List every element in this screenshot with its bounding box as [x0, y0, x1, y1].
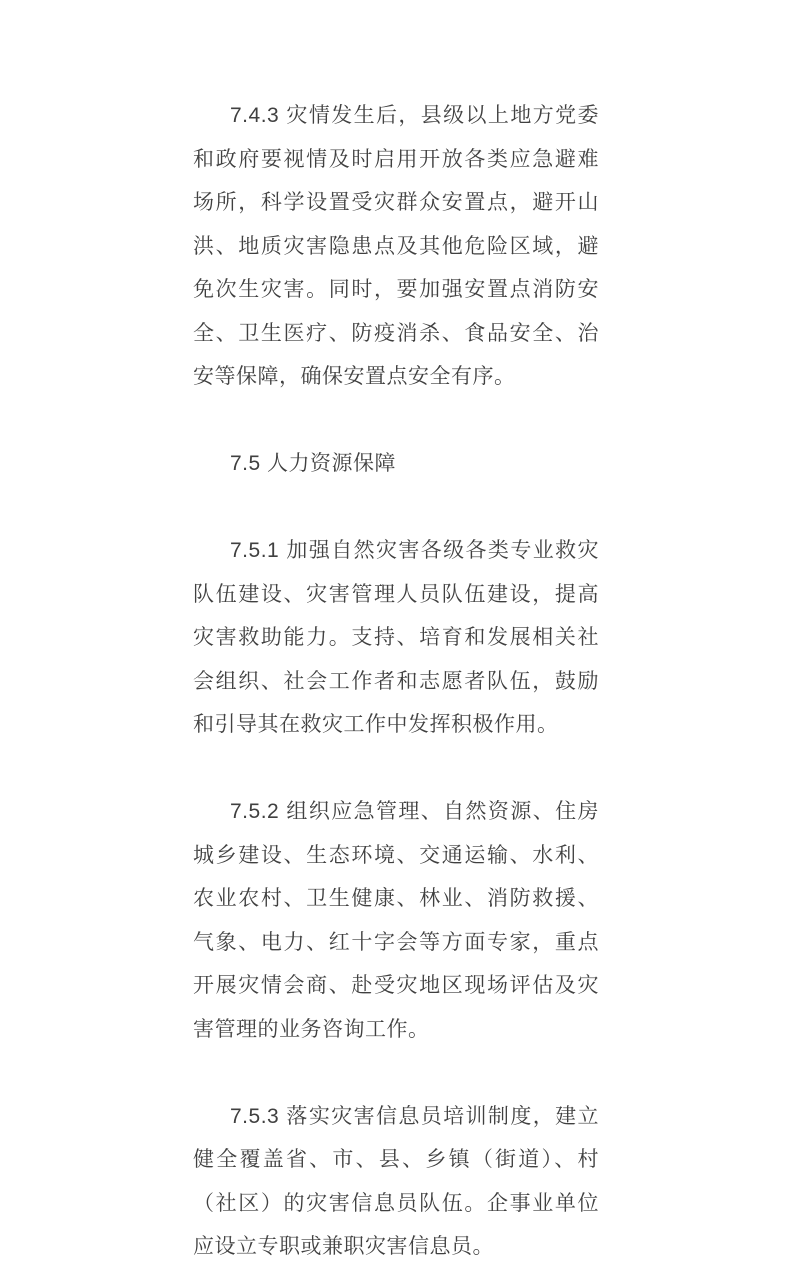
paragraph-7-5-3: 7.5.3 落实灾害信息员培训制度，建立健全覆盖省、市、县、乡镇（街道）、村（社区）的灾害信息员队伍。企事业单位应设立专职或兼职灾害信息员。	[193, 1104, 599, 1258]
heading-7-5: 7.5 人力资源保障	[230, 452, 397, 475]
paragraph-7-4-3: 7.4.3 灾情发生后，县级以上地方党委和政府要视情及时启用开放各类应急避难场所，科学设置受灾群众安置点，避开山洪、地质灾害隐患点及其他危险区域，避免次生灾害。同时，要加强安置点消防安全、卫生医疗、防疫消杀、食品安全、治安等保障，确保安置点安全有序。	[193, 104, 599, 388]
paragraph-7-5-1: 7.5.1 加强自然灾害各级各类专业救灾队伍建设、灾害管理人员队伍建设，提高灾害救助能力。支持、培育和发展相关社会组织、社会工作者和志愿者队伍，鼓励和引导其在救灾工作中发挥积极作用。	[193, 539, 599, 736]
paragraph-7-5-2: 7.5.2 组织应急管理、自然资源、住房城乡建设、生态环境、交通运输、水利、农业农村、卫生健康、林业、消防救援、气象、电力、红十字会等方面专家，重点开展灾情会商、赴受灾地区现场评估及灾害管理的业务咨询工作。	[193, 800, 599, 1041]
